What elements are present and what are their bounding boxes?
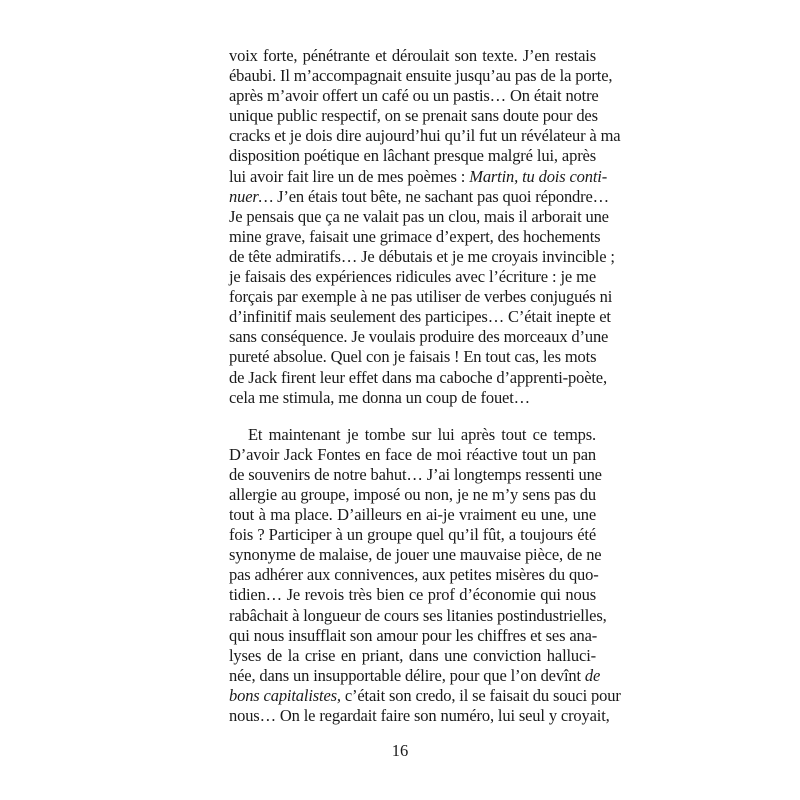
text-line: nous… On le regardait faire son numéro, lui seul y croyait, — [229, 706, 610, 725]
text-line: de Jack firent leur effet dans ma caboche d’apprenti-poète, — [229, 367, 607, 387]
text-line: rabâchait à longueur de cours ses litanies postindustrielles, — [229, 605, 607, 625]
text-line: cela me stimula, me donna un coup de fouet… — [229, 387, 530, 407]
text-line: unique public respectif, on se prenait sans doute pour des — [229, 106, 598, 126]
text-line: Et maintenant je tombe sur lui après tout ce temps. — [248, 424, 596, 444]
text-line: je faisais des expériences ridicules avec l’écriture : je me — [229, 267, 596, 287]
text-line: après m’avoir offert un café ou un pastis… On était notre — [229, 86, 599, 106]
text-line: fois ? Participer à un groupe quel qu’il fût, a toujours été — [229, 525, 596, 545]
page-number: 16 — [391, 741, 409, 760]
text-line: ébaubi. Il m’accompagnait ensuite jusqu’au pas de la porte, — [229, 66, 613, 86]
paragraph-gap — [229, 408, 596, 425]
text-line: de tête admiratifs… Je débutais et je me croyais invincible ; — [229, 246, 615, 266]
text-line: pureté absolue. Quel con je faisais ! En tout cas, les mots — [229, 347, 597, 367]
text-line: mine grave, faisait une grimace d’expert, des hochements — [229, 226, 601, 246]
text-line: synonyme de malaise, de jouer une mauvaise pièce, de ne — [229, 545, 602, 565]
text-line: lyses de la crise en priant, dans une conviction halluci- — [229, 645, 596, 665]
text-line: D’avoir Jack Fontes en face de moi réactive tout un pan — [229, 444, 596, 464]
text-line: disposition poétique en lâchant presque malgré lui, après — [229, 146, 596, 166]
text-line: allergie au groupe, imposé ou non, je ne m’y sens pas du — [229, 484, 596, 504]
text-line: née, dans un insupportable délire, pour que l’on devînt de — [229, 665, 601, 685]
text-line: cracks et je dois dire aujourd’hui qu’il fut un révélateur à ma — [229, 126, 621, 146]
text-line: sans conséquence. Je voulais produire des morceaux d’une — [229, 327, 609, 347]
italic-text: nuer… — [229, 186, 274, 206]
text-line: tout à ma place. D’ailleurs en ai-je vraiment eu une, une — [229, 505, 596, 525]
text-line: forçais par exemple à ne pas utiliser de verbes conjugués ni — [229, 287, 613, 307]
text-line: lui avoir fait lire un de mes poèmes : Martin, tu dois conti- — [229, 166, 608, 186]
text-line: tidien… Je revois très bien ce prof d’économie qui nous — [229, 585, 596, 605]
text-line: Je pensais que ça ne valait pas un clou, mais il arborait une — [229, 206, 609, 226]
text-line: de souvenirs de notre bahut… J’ai longtemps ressenti une — [229, 464, 602, 484]
paragraph-1 — [229, 46, 621, 408]
paragraph-2 — [229, 424, 621, 726]
italic-text: bons capitalistes, — [229, 685, 341, 705]
text-line: pas adhérer aux connivences, aux petites misères du quo- — [229, 565, 599, 585]
text-line: nuer… J’en étais tout bête, ne sachant pas quoi répondre… — [229, 186, 610, 206]
body-text — [229, 46, 621, 726]
text-line: voix forte, pénétrante et déroulait son texte. J’en restais — [229, 46, 596, 65]
text-line: bons capitalistes, c’était son credo, il se faisait du souci pour — [229, 685, 621, 705]
text-line: qui nous insufflait son amour pour les chiffres et ses ana- — [229, 625, 598, 645]
italic-text: de — [584, 665, 601, 685]
text-line: d’infinitif mais seulement des participes… C’était inepte et — [229, 307, 611, 327]
italic-text: Martin, tu dois conti- — [469, 166, 608, 186]
